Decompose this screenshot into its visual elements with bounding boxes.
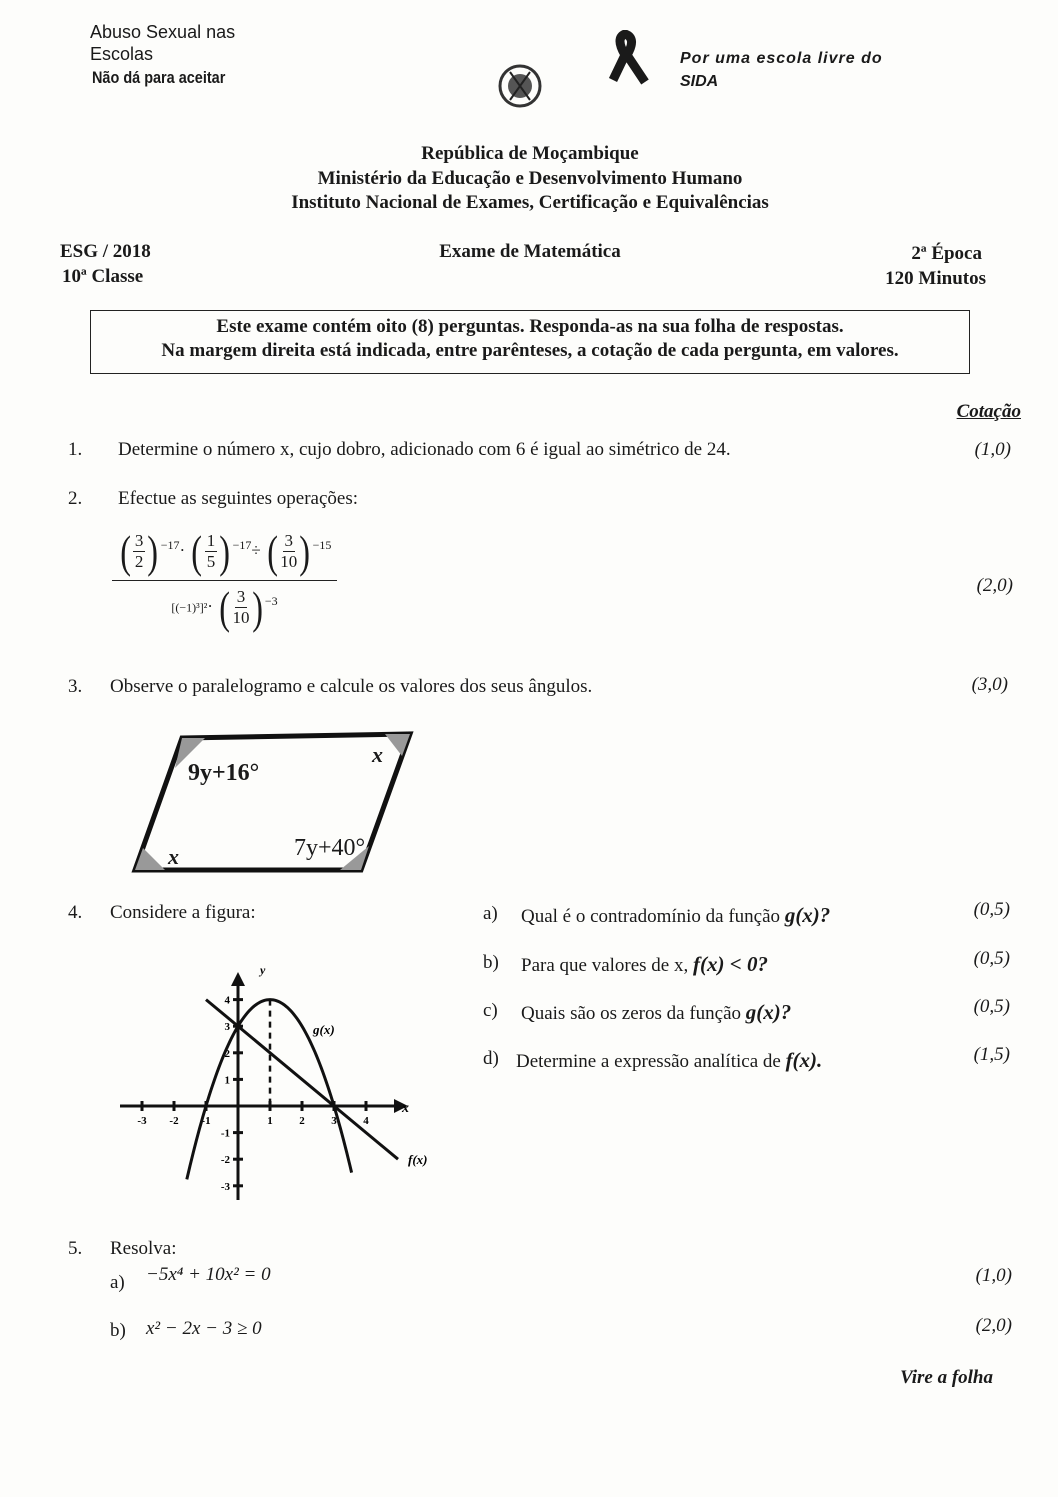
formula: ( $\frac{3}{2}$ ) $^{-17}$· ( $\frac{1}{5}$ ) $^{-17}$÷ ( $\frac{3}{10}$ ) $^{-15}$ [(−1)³]²· ( $\frac{3}{10}$ ) $^{-3}$ bbox=[112, 525, 337, 634]
question-number: 1. bbox=[68, 439, 83, 460]
subquestion-label: a) bbox=[110, 1272, 125, 1293]
question-points: (1,0) bbox=[974, 439, 1011, 460]
x-tick-label: -1 bbox=[201, 1115, 211, 1127]
subquestion-label: b) bbox=[110, 1320, 126, 1341]
campaign-text: SIDA bbox=[680, 73, 719, 90]
angle-label: 9y+16° bbox=[188, 760, 260, 786]
campaign-text: Abuso Sexual nas bbox=[90, 22, 236, 42]
x-tick-label: 4 bbox=[363, 1115, 369, 1127]
question-points: (0,5) bbox=[973, 948, 1010, 969]
instructions-line: Este exame contém oito (8) perguntas. Responda-as na sua folha de respostas. bbox=[216, 316, 844, 337]
subquestion-text bbox=[521, 903, 830, 928]
exam-code: ESG / 2018 bbox=[60, 241, 151, 262]
denominator: 5 bbox=[206, 552, 216, 571]
function-expression: f(x). bbox=[785, 1048, 823, 1072]
header-country: República de Moçambique bbox=[421, 143, 639, 164]
function-expression: f(x) < 0? bbox=[693, 952, 768, 976]
subquestion-prompt: Qual é o contradomínio da função bbox=[521, 906, 785, 927]
question-text: Efectue as seguintes operações: bbox=[118, 488, 359, 509]
angle-label: x bbox=[168, 844, 179, 869]
header-ministry: Ministério da Educação e Desenvolvimento Humano bbox=[317, 168, 743, 189]
x-tick-label: -3 bbox=[137, 1115, 147, 1127]
question-number: 3. bbox=[68, 676, 83, 697]
subquestion-prompt: Para que valores de x, bbox=[521, 955, 693, 976]
question-text: Observe o paralelogramo e calcule os valores dos seus ângulos. bbox=[110, 676, 593, 697]
function-graph bbox=[110, 960, 450, 1210]
subquestion-text bbox=[521, 1000, 791, 1025]
y-tick-label: -2 bbox=[220, 1154, 230, 1167]
campaign-text: Por uma escola livre do bbox=[680, 50, 883, 67]
campaign-text: Escolas bbox=[90, 44, 154, 64]
equation: −5x⁴ + 10x² = 0 bbox=[146, 1264, 271, 1285]
turn-page-note: Vire a folha bbox=[900, 1367, 993, 1388]
question-points: (1,0) bbox=[975, 1265, 1012, 1286]
question-number: 4. bbox=[68, 902, 83, 923]
campaign-slogan: Não dá para aceitar bbox=[92, 68, 226, 87]
y-tick-label: -3 bbox=[220, 1180, 230, 1193]
x-tick-label: 3 bbox=[331, 1115, 337, 1127]
national-emblem-icon bbox=[496, 62, 544, 110]
exam-class: 10ª Classe bbox=[62, 266, 144, 287]
header-institute: Instituto Nacional de Exames, Certificação e Equivalências bbox=[291, 192, 769, 213]
y-tick-label: -1 bbox=[220, 1127, 230, 1140]
y-tick-label: 2 bbox=[224, 1047, 230, 1060]
numerator: 3 bbox=[236, 587, 246, 606]
instructions-line: Na margem direita está indicada, entre parênteses, a cotação de cada pergunta, em valores. bbox=[161, 340, 899, 361]
exam-duration: 120 Minutos bbox=[885, 268, 986, 289]
g-curve-label: g(x) bbox=[313, 1022, 335, 1037]
exam-title: Exame de Matemática bbox=[439, 241, 621, 262]
question-number: 5. bbox=[68, 1238, 83, 1259]
x-tick-label: 1 bbox=[267, 1115, 273, 1127]
subquestion-label: b) bbox=[483, 952, 499, 973]
subquestion-text bbox=[521, 952, 768, 977]
function-expression: g(x)? bbox=[784, 903, 831, 927]
angle-label: 7y+40° bbox=[294, 835, 366, 861]
question-text: Considere a figura: bbox=[110, 902, 256, 923]
exponent: −17 bbox=[232, 537, 252, 552]
denominator: 2 bbox=[134, 552, 144, 571]
y-tick-label: 1 bbox=[224, 1074, 230, 1087]
subquestion-label: c) bbox=[483, 1000, 498, 1021]
numerator: 1 bbox=[206, 531, 216, 550]
subquestion-text bbox=[516, 1048, 822, 1073]
subquestion-label: a) bbox=[483, 903, 498, 924]
aids-ribbon-icon bbox=[585, 30, 665, 90]
inequation: x² − 2x − 3 ≥ 0 bbox=[146, 1318, 262, 1339]
question-text: Determine o número x, cujo dobro, adicionado com 6 é igual ao simétrico de 24. bbox=[118, 439, 731, 460]
question-points: (0,5) bbox=[973, 899, 1010, 920]
cotacao-heading: Cotação bbox=[956, 401, 1021, 422]
x-tick-label: -2 bbox=[169, 1115, 179, 1127]
question-points: (3,0) bbox=[971, 674, 1008, 695]
question-points: (1,5) bbox=[973, 1044, 1010, 1065]
y-tick-label: 4 bbox=[224, 994, 230, 1007]
question-text: Resolva: bbox=[110, 1238, 177, 1259]
exponent: −15 bbox=[312, 537, 332, 552]
y-tick-label: 3 bbox=[224, 1021, 230, 1034]
denominator: 10 bbox=[280, 552, 298, 571]
exponent: −17 bbox=[160, 537, 180, 552]
angle-label: x bbox=[372, 742, 383, 767]
numerator: 3 bbox=[284, 531, 294, 550]
x-tick-label: 2 bbox=[299, 1115, 305, 1127]
f-line-label: f(x) bbox=[408, 1152, 428, 1167]
y-axis-arrow-icon bbox=[231, 972, 245, 986]
exam-epoch: 2ª Época bbox=[911, 243, 982, 264]
x-axis-label: x bbox=[402, 1101, 409, 1116]
question-number: 2. bbox=[68, 488, 83, 509]
exponent: −3 bbox=[264, 593, 278, 608]
question-points: (2,0) bbox=[976, 575, 1013, 596]
subquestion-prompt: Determine a expressão analítica de bbox=[516, 1051, 786, 1072]
question-points: (0,5) bbox=[973, 996, 1010, 1017]
numerator: 3 bbox=[134, 531, 144, 550]
denominator: 10 bbox=[232, 608, 250, 627]
bracket-term: [(−1)³]² bbox=[171, 600, 208, 615]
subquestion-label: d) bbox=[483, 1048, 499, 1069]
subquestion-prompt: Quais são os zeros da função bbox=[521, 1003, 746, 1024]
function-expression: g(x)? bbox=[745, 1000, 792, 1024]
y-axis-label: y bbox=[260, 963, 266, 977]
question-points: (2,0) bbox=[975, 1315, 1012, 1336]
